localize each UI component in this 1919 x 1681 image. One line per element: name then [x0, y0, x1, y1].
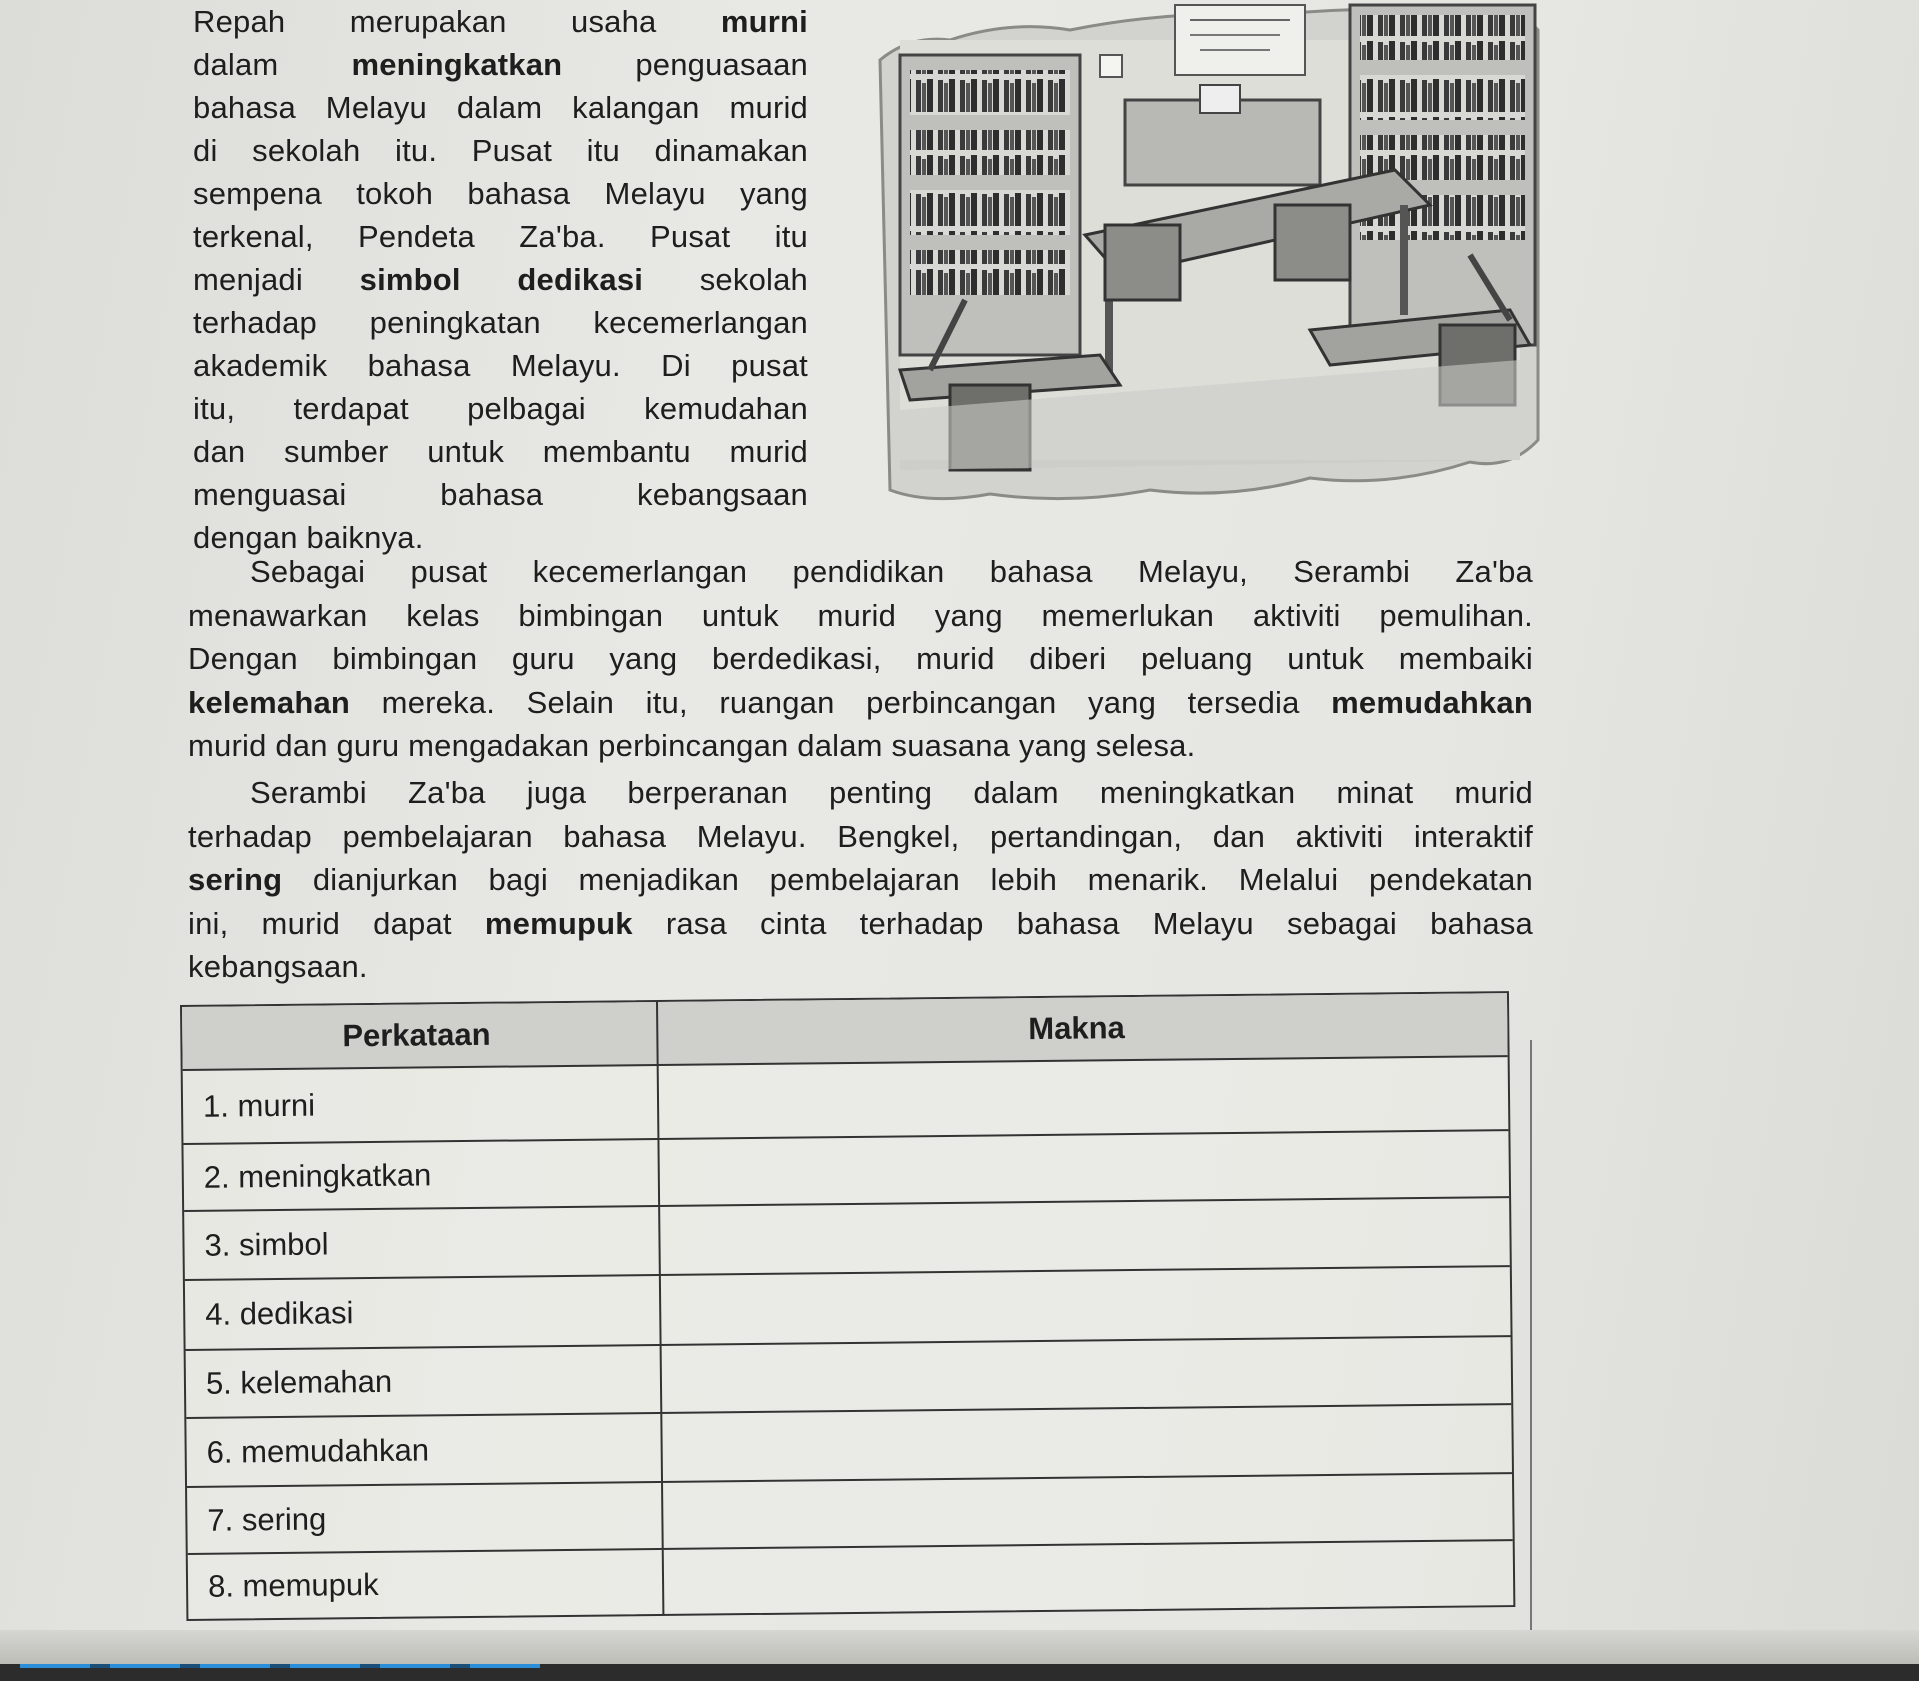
library-room-illustration — [870, 0, 1545, 515]
word-cell — [183, 1140, 660, 1210]
intro-line — [193, 2, 808, 42]
word-cell — [185, 1276, 662, 1349]
text-run: terkenal, Pendeta Za'ba. Pusat itu — [193, 219, 808, 254]
text-run: ini, murid dapat — [188, 905, 485, 941]
text-run: dengan baiknya. — [193, 520, 424, 555]
intro-line — [193, 303, 808, 343]
table-row — [188, 1541, 1514, 1619]
word-cell — [188, 1550, 665, 1619]
header-makna: Makna — [1028, 1010, 1125, 1047]
text-run: Serambi Za'ba juga berperanan penting dalam meningkatkan minat murid — [250, 775, 1533, 810]
para2-line — [188, 726, 1533, 766]
text-run: akademik bahasa Melayu. Di pusat — [193, 348, 808, 383]
word-cell — [186, 1414, 663, 1486]
intro-line — [193, 432, 808, 472]
para2-line — [188, 639, 1533, 679]
para3-line — [188, 860, 1533, 900]
intro-line — [193, 346, 808, 386]
meaning-cell[interactable] — [662, 1405, 1512, 1481]
word-text: 5. kelemahan — [205, 1363, 393, 1401]
para3-line — [188, 947, 1533, 987]
highlighted-word: meningkatkan — [351, 47, 563, 82]
text-run: Repah merupakan usaha — [193, 4, 721, 39]
meaning-cell[interactable] — [661, 1267, 1511, 1344]
word-text: 1. murni — [202, 1087, 316, 1124]
text-run: bahasa Melayu dalam kalangan murid — [193, 90, 808, 125]
intro-line — [193, 88, 808, 128]
word-cell — [186, 1346, 663, 1417]
text-run: dianjurkan bagi menjadikan pembelajaran lebih menarik. Melalui pendekatan — [282, 862, 1533, 897]
text-run: mereka. Selain itu, ruangan perbincangan yang tersedia — [350, 684, 1332, 720]
word-text: 6. memudahkan — [206, 1431, 430, 1470]
taskbar-accent — [20, 1664, 540, 1668]
monitor-bezel — [0, 1630, 1919, 1664]
highlighted-word: sering — [188, 862, 283, 897]
text-run: itu, terdapat pelbagai kemudahan — [193, 391, 808, 426]
word-text: 7. sering — [207, 1500, 327, 1538]
text-run: penguasaan — [562, 47, 808, 82]
text-run: terhadap pembelajaran bahasa Melayu. Bengkel, pertandingan, dan aktiviti interaktif — [188, 818, 1533, 854]
text-run: dalam — [193, 47, 352, 82]
meaning-cell[interactable] — [659, 1131, 1509, 1205]
highlighted-word: dedikasi — [517, 262, 644, 297]
para2-line — [188, 596, 1533, 636]
intro-line — [193, 217, 808, 257]
table-row — [183, 1057, 1509, 1145]
para3-line — [188, 904, 1533, 944]
text-run: dan sumber untuk membantu murid — [193, 434, 808, 469]
text-run: murid dan guru mengadakan perbincangan dalam suasana yang selesa. — [188, 728, 1196, 763]
text-run: Dengan bimbingan guru yang berdedikasi, murid diberi peluang untuk membaiki — [188, 641, 1533, 676]
meaning-cell[interactable] — [660, 1198, 1510, 1274]
word-cell — [187, 1483, 664, 1553]
word-cell — [183, 1066, 660, 1143]
meaning-cell[interactable] — [664, 1541, 1514, 1614]
para2-line — [188, 683, 1533, 723]
meaning-cell[interactable] — [662, 1337, 1512, 1412]
header-perkataan: Perkataan — [342, 1016, 491, 1054]
page-edge-line — [1530, 1040, 1532, 1660]
text-run: menjadi — [193, 262, 360, 297]
word-text: 4. dedikasi — [205, 1295, 354, 1332]
highlighted-word: simbol — [359, 262, 461, 297]
para3-line — [188, 817, 1533, 857]
intro-line — [193, 174, 808, 214]
text-run: sempena tokoh bahasa Melayu yang — [193, 176, 808, 211]
text-run: menguasai bahasa kebangsaan — [193, 477, 808, 512]
intro-line — [193, 260, 808, 300]
word-text: 8. memupuk — [207, 1566, 379, 1604]
meaning-cell[interactable] — [659, 1057, 1509, 1138]
word-text: 3. simbol — [204, 1225, 329, 1263]
word-text: 2. meningkatkan — [203, 1156, 432, 1195]
para2-line — [250, 552, 1533, 592]
highlighted-word: memudahkan — [1331, 684, 1533, 720]
text-run: Sebagai pusat kecemerlangan pendidikan bahasa Melayu, Serambi Za'ba — [250, 554, 1533, 589]
meaning-cell[interactable] — [663, 1474, 1513, 1548]
text-run: rasa cinta terhadap bahasa Melayu sebagai bahasa — [632, 905, 1534, 941]
intro-line — [193, 389, 808, 429]
intro-line — [193, 131, 808, 171]
vocabulary-table — [180, 991, 1515, 1621]
para3-line — [250, 773, 1533, 813]
text-run: di sekolah itu. Pusat itu dinamakan — [193, 133, 808, 168]
highlighted-word: memupuk — [484, 905, 633, 941]
intro-line — [193, 475, 808, 515]
word-cell — [184, 1207, 661, 1279]
text-run — [461, 262, 518, 297]
text-run: kebangsaan. — [188, 949, 368, 984]
text-run: sekolah — [643, 262, 808, 297]
highlighted-word: kelemahan — [188, 684, 351, 720]
text-run: menawarkan kelas bimbingan untuk murid yang memerlukan aktiviti pemulihan. — [188, 597, 1533, 633]
intro-line — [193, 45, 808, 85]
text-run: terhadap peningkatan kecemerlangan — [193, 305, 808, 340]
highlighted-word: murni — [720, 4, 808, 39]
